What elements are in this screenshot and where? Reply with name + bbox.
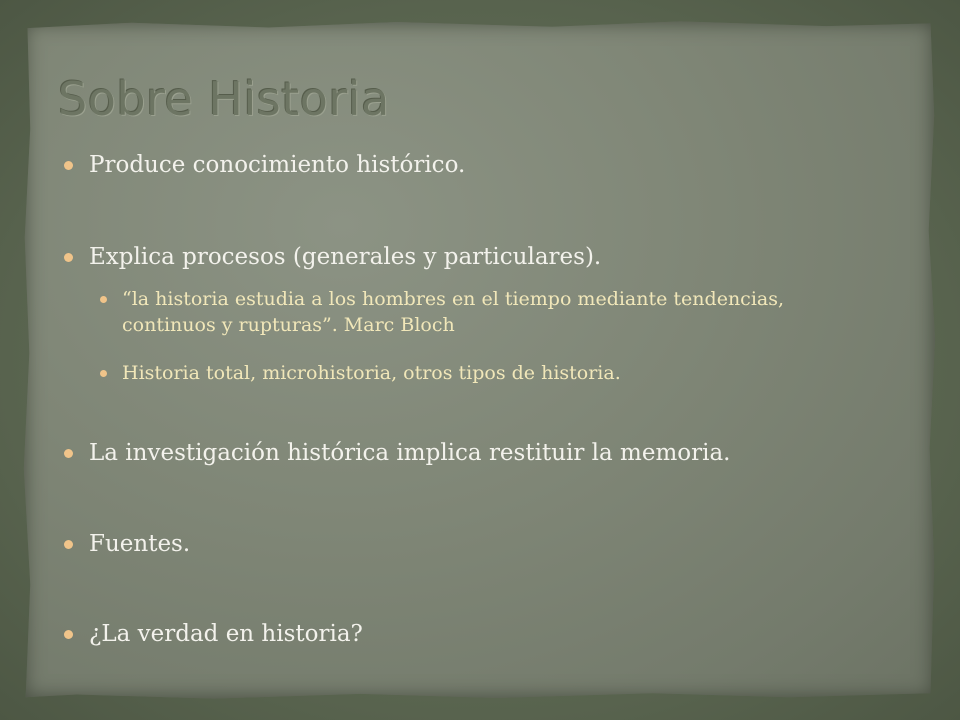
bullet-item: [64, 150, 465, 180]
bullet-text: Explica procesos (generales y particulares).: [89, 244, 602, 270]
bullet-dot: [64, 540, 73, 549]
sub-bullet-item: [100, 360, 880, 386]
sub-bullet-item: [100, 286, 880, 338]
bullet-dot: [64, 630, 73, 639]
sub-bullet-text: Historia total, microhistoria, otros tipos de historia.: [122, 362, 621, 384]
bullet-text: La investigación histórica implica restituir la memoria.: [89, 440, 731, 466]
sub-bullet-text: “la historia estudia a los hombres en el tiempo mediante tendencias, continuos y rupturas”. Marc Bloch: [122, 288, 785, 336]
bullet-item: [64, 438, 731, 468]
bullet-item: [64, 619, 363, 649]
bullet-item: [64, 242, 601, 272]
slide-title: Sobre Historia: [58, 72, 390, 126]
bullet-text: Produce conocimiento histórico.: [89, 152, 466, 178]
bullet-dot: [64, 161, 73, 170]
bullet-dot: [64, 449, 73, 458]
bullet-text: Fuentes.: [89, 531, 191, 557]
bullet-dot: [64, 253, 73, 262]
sub-bullet-dot: [100, 370, 107, 377]
bullet-text: ¿La verdad en historia?: [89, 621, 363, 647]
bullet-item: [64, 529, 190, 559]
sub-bullet-dot: [100, 296, 107, 303]
